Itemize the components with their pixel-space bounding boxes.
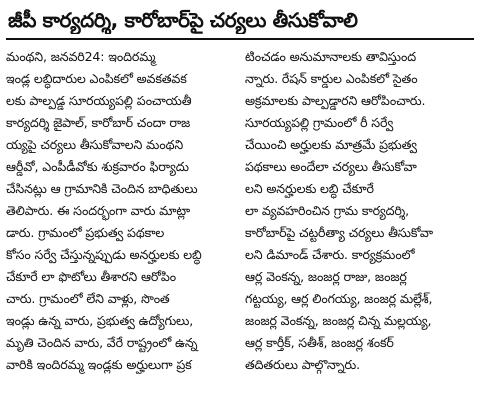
text-line: టించడం అనుమానాలకు తావిస్తుంద	[245, 49, 416, 64]
text-line: పథకాలు అందేలా చర్యలు తీసుకోవా	[245, 159, 417, 174]
text-line: య్యపై చర్యలు తీసుకోవాలని మంథని	[6, 137, 184, 152]
text-line: కార్యదర్శి జైపాల్‌, కారోబార్‌ చందా రాజ	[6, 115, 191, 130]
text-line: మృతి చెందిన వారు, వేరే రాష్ట్రంలో ఉన్న	[6, 335, 198, 350]
text-line: కారోబార్‌పై చట్టరీత్యా చర్యలు తీసుకోవా	[245, 225, 433, 240]
right-column	[245, 46, 474, 376]
headline-divider	[6, 38, 474, 40]
text-line: కోసం సర్వే చేస్తున్నప్పుడు అనర్హులకు లబ్ధి	[6, 247, 202, 262]
article-headline: జీపీ కార్యదర్శి, కారోబార్‌పై చర్యలు తీసుకోవాలి	[8, 8, 358, 32]
text-line: అక్రమాలకు పాల్పడ్డారని ఆరోపించారు.	[245, 93, 426, 108]
article-body	[6, 46, 474, 376]
text-line: తదితరులు పాల్గొన్నారు.	[245, 357, 360, 372]
text-line: లని అనర్హులకు లబ్ధి చేకూరే	[245, 181, 374, 196]
text-line: ఇండ్ల లబ్ధిదారుల ఎంపికలో అవకతవక	[6, 71, 187, 86]
text-line: మంథని, జనవరి24: ఇందిరమ్మ	[6, 49, 156, 64]
text-line: ఆర్డీవో, ఎంపీడీవోకు శుక్రవారం ఫిర్యాదు	[6, 159, 189, 174]
text-line: చేయించి అర్హులకు మాత్రమే ప్రభుత్వ	[245, 137, 417, 152]
text-line: చారు. గ్రామంలో లేని వాళ్లు, సొంత	[6, 291, 170, 306]
text-line: లని డిమాండ్‌ చేశారు. కార్యక్రమంలో	[245, 247, 415, 262]
text-line: గట్టయ్య, ఆర్ల లింగయ్య, జంజర్ల మల్లేశ్‌,	[245, 291, 433, 306]
text-line: న్నారు. రేషన్‌ కార్డుల ఎంపికలో సైతం	[245, 71, 418, 86]
text-line: చేసినట్లు ఆ గ్రామానికి చెందిన బాధితులు	[6, 181, 198, 196]
text-line: తెలిపారు. ఈ సందర్భంగా వారు మాట్లా	[6, 203, 191, 218]
text-line: లకు పాల్పడ్డ సూరయ్యపల్లి పంచాయతీ	[6, 93, 192, 108]
text-line: ఆర్ల కార్తీక్‌, సతీశ్‌, జంజర్ల శంకర్‌	[245, 335, 394, 350]
left-column	[6, 46, 235, 376]
text-line: ఆర్ల వెంకన్న, జంజర్ల రాజు, జంజర్ల	[245, 269, 407, 284]
text-line: డారు. గ్రామంలో ప్రభుత్వ పథకాల	[6, 225, 165, 240]
text-line: చేకూరే లా ఫొటోలు తీశారని ఆరోపిం	[6, 269, 177, 284]
text-line: జంజర్ల వెంకన్న, జంజర్ల చిన్న మల్లయ్య,	[245, 313, 432, 328]
text-line: వారికి ఇందిరమ్మ ఇండ్లకు అర్హులుగా ప్రక	[6, 357, 192, 372]
text-line: ఇండ్లు ఉన్న వారు, ప్రభుత్వ ఉద్యోగులు,	[6, 313, 194, 328]
text-line: సూరయ్యపల్లి గ్రామంలో రీ సర్వే	[245, 115, 394, 130]
text-line: లా వ్యవహరించిన గ్రామ కార్యదర్శి,	[245, 203, 409, 218]
